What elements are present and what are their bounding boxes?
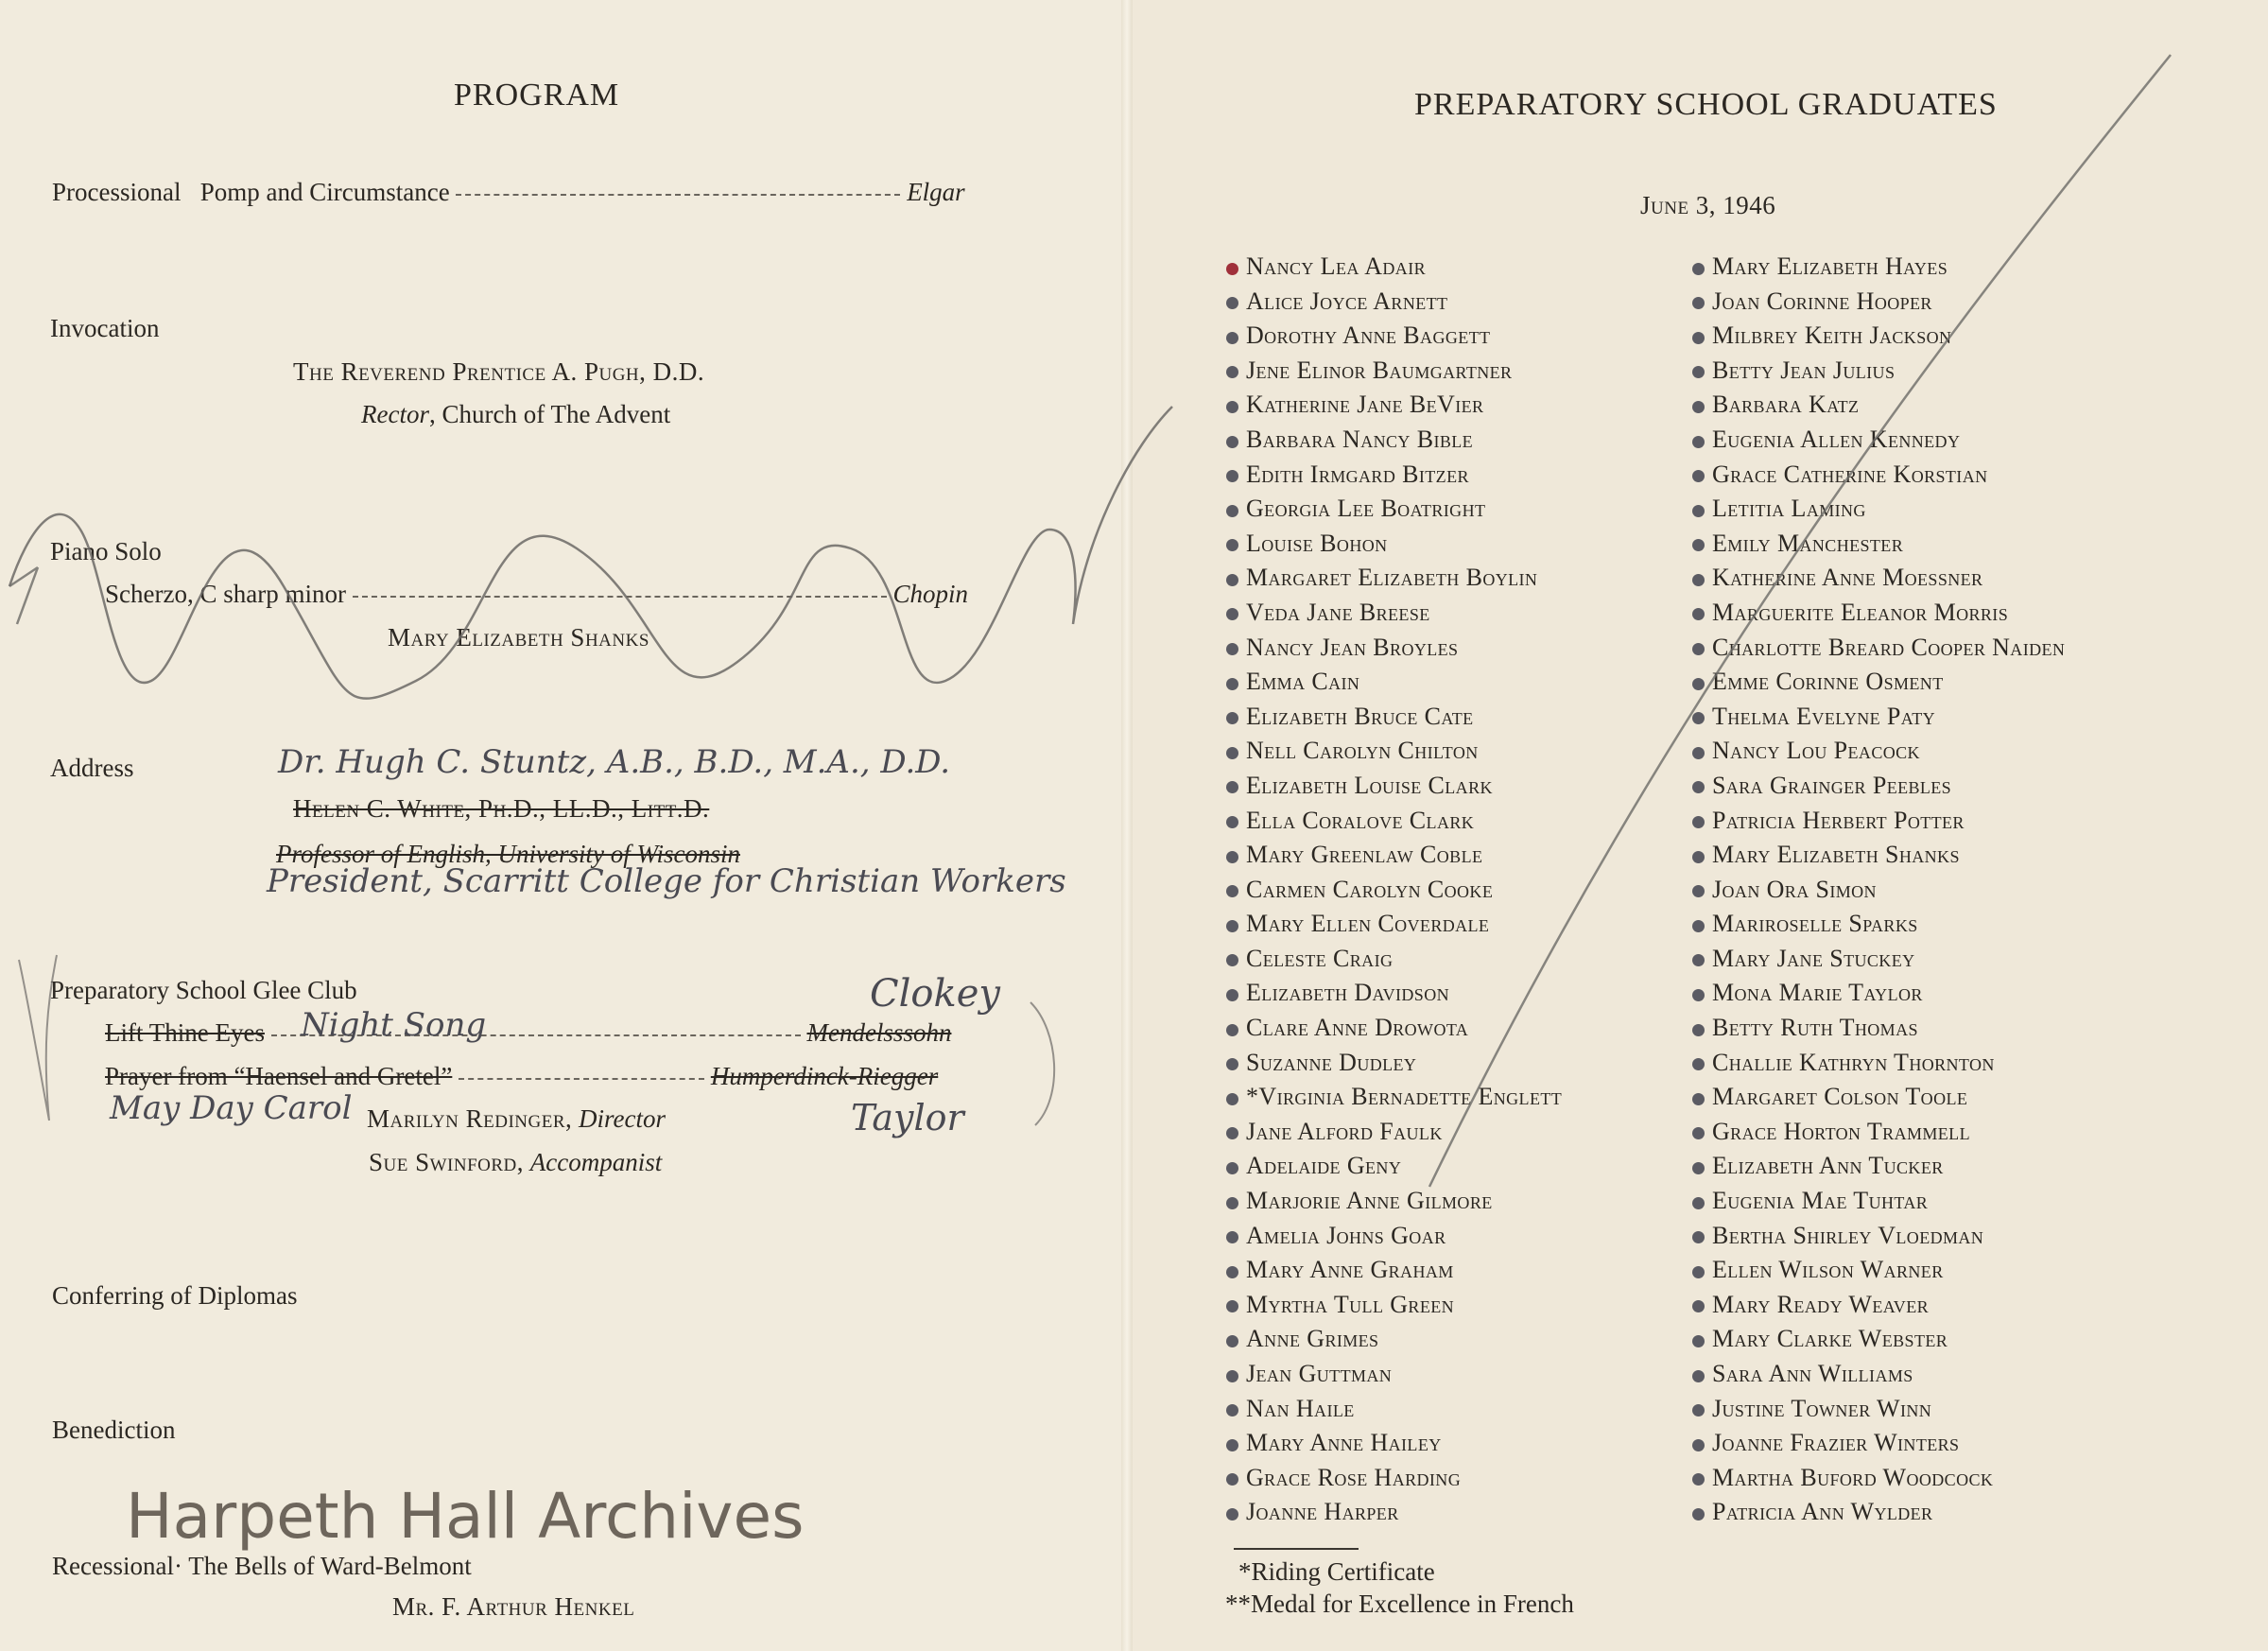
pencil-dot-mark bbox=[1692, 1335, 1705, 1347]
glee-piece1: Lift Thine Eyes bbox=[105, 1018, 265, 1047]
graduate-name-text: Veda Jane Breese bbox=[1246, 598, 1430, 626]
graduate-name bbox=[1692, 1115, 2065, 1150]
graduate-name bbox=[1692, 1461, 2065, 1496]
graduate-name-text: Barbara Katz bbox=[1712, 391, 1860, 419]
dotted-leader bbox=[353, 596, 887, 598]
graduate-name-text: *Virginia Bernadette Englett bbox=[1246, 1083, 1563, 1111]
page-fold bbox=[1121, 0, 1133, 1651]
graduate-name bbox=[1226, 527, 1562, 562]
pencil-dot-mark bbox=[1226, 1231, 1238, 1243]
glee-director: Marilyn Redinger, Director bbox=[367, 1104, 666, 1133]
pencil-dot-mark bbox=[1226, 989, 1238, 1001]
graduate-name bbox=[1692, 631, 2065, 666]
graduate-name-text: Joanne Frazier Winters bbox=[1712, 1429, 1960, 1457]
pencil-dot-mark bbox=[1226, 297, 1238, 309]
pencil-dot-mark bbox=[1692, 851, 1705, 863]
graduate-name-text: Celeste Craig bbox=[1246, 944, 1394, 972]
graduate-name bbox=[1226, 423, 1562, 458]
glee-composer1-handwritten: Clokey bbox=[870, 972, 1000, 1016]
graduate-name-text: Myrtha Tull Green bbox=[1246, 1290, 1455, 1318]
graduate-name-text: Mariroselle Sparks bbox=[1712, 910, 1918, 938]
pencil-dot-mark bbox=[1692, 920, 1705, 932]
graduate-name bbox=[1226, 734, 1562, 769]
pencil-dot-mark bbox=[1692, 574, 1705, 586]
graduate-name bbox=[1692, 527, 2065, 562]
address-handwritten-title: President, Scarritt College for Christian Workers bbox=[267, 862, 1066, 900]
graduate-name bbox=[1226, 1011, 1562, 1046]
address-printed-title: Professor of English, University of Wisconsin bbox=[276, 840, 740, 868]
glee-handwritten-piece: May Day Carol bbox=[110, 1089, 353, 1127]
graduate-name bbox=[1226, 1080, 1562, 1115]
graduate-name-text: Barbara Nancy Bible bbox=[1246, 425, 1474, 453]
graduate-name bbox=[1226, 1357, 1562, 1392]
recessional-label: Recessional· bbox=[52, 1552, 182, 1580]
pencil-dot-mark bbox=[1226, 885, 1238, 897]
pencil-dot-mark bbox=[1692, 1197, 1705, 1209]
graduate-name bbox=[1692, 1046, 2065, 1081]
pencil-dot-mark bbox=[1692, 1266, 1705, 1278]
graduate-name-text: Nancy Lou Peacock bbox=[1712, 737, 1920, 765]
graduate-name-text: Dorothy Anne Baggett bbox=[1246, 322, 1491, 350]
glee-club-label: Preparatory School Glee Club bbox=[50, 976, 357, 1004]
graduates-left-column bbox=[1226, 250, 1562, 1530]
pencil-dot-mark bbox=[1692, 643, 1705, 655]
address-handwritten-name: Dr. Hugh C. Stuntz, A.B., B.D., M.A., D.D. bbox=[278, 743, 951, 781]
pencil-dot-mark bbox=[1692, 539, 1705, 551]
pencil-dot-mark bbox=[1226, 1473, 1238, 1486]
graduate-name-text: Martha Buford Woodcock bbox=[1712, 1463, 1994, 1491]
graduate-name bbox=[1692, 388, 2065, 423]
graduate-name bbox=[1226, 561, 1562, 596]
graduate-name bbox=[1692, 665, 2065, 700]
graduate-name bbox=[1692, 285, 2065, 320]
graduates-right-column bbox=[1692, 250, 2065, 1530]
pencil-dot-mark bbox=[1226, 816, 1238, 828]
graduate-name-text: Jean Guttman bbox=[1246, 1360, 1393, 1387]
graduate-name bbox=[1226, 907, 1562, 942]
graduate-name-text: Katherine Anne Moessner bbox=[1712, 564, 1983, 592]
invocation-role: Rector, Church of The Advent bbox=[361, 400, 671, 428]
graduate-name bbox=[1226, 458, 1562, 493]
graduate-name-text: Georgia Lee Boatright bbox=[1246, 495, 1486, 523]
graduate-name-text: Nell Carolyn Chilton bbox=[1246, 737, 1479, 765]
pencil-dot-mark bbox=[1226, 643, 1238, 655]
graduate-name-text: Emma Cain bbox=[1246, 668, 1360, 696]
graduate-name bbox=[1226, 1184, 1562, 1219]
graduate-name-text: Milbrey Keith Jackson bbox=[1712, 322, 1952, 350]
pencil-dot-mark bbox=[1692, 747, 1705, 759]
graduate-name bbox=[1226, 250, 1562, 285]
graduate-name-text: Emily Manchester bbox=[1712, 529, 1904, 557]
glee-piece1-line bbox=[105, 1018, 951, 1048]
graduate-name-text: Nancy Lea Adair bbox=[1246, 252, 1426, 280]
graduate-name-text: Sara Ann Williams bbox=[1712, 1360, 1913, 1387]
graduate-name bbox=[1226, 1149, 1562, 1184]
graduate-name bbox=[1226, 1495, 1562, 1530]
graduate-name bbox=[1692, 1288, 2065, 1323]
graduate-name-text: Ella Coralove Clark bbox=[1246, 806, 1475, 834]
graduate-name bbox=[1692, 1080, 2065, 1115]
graduation-date: June 3, 1946 bbox=[1640, 191, 1776, 219]
graduate-name-text: Mary Elizabeth Shanks bbox=[1712, 841, 1960, 869]
archive-watermark: Harpeth Hall Archives bbox=[126, 1480, 805, 1553]
graduate-name-text: Jane Alford Faulk bbox=[1246, 1117, 1443, 1145]
graduate-name-text: Patricia Ann Wylder bbox=[1712, 1498, 1933, 1526]
pencil-dot-mark bbox=[1226, 1335, 1238, 1347]
graduate-name bbox=[1692, 907, 2065, 942]
pencil-dot-mark bbox=[1692, 1127, 1705, 1139]
glee-composer2: Humperdinck-Riegger bbox=[710, 1062, 939, 1090]
pencil-dot-mark bbox=[1226, 712, 1238, 724]
pencil-dot-mark bbox=[1226, 1162, 1238, 1174]
pencil-dot-mark bbox=[1692, 505, 1705, 517]
pencil-dot-mark bbox=[1692, 608, 1705, 620]
pencil-dot-mark bbox=[1226, 1370, 1238, 1382]
graduate-name-text: Margaret Colson Toole bbox=[1712, 1083, 1968, 1111]
pencil-dot-mark bbox=[1692, 401, 1705, 413]
pencil-dot-mark bbox=[1226, 505, 1238, 517]
pencil-dot-mark bbox=[1226, 1300, 1238, 1312]
graduate-name bbox=[1226, 804, 1562, 839]
glee-piece1-handwritten: Night Song bbox=[301, 1006, 487, 1044]
graduate-name-text: Charlotte Breard Cooper Naiden bbox=[1712, 633, 2066, 661]
footnote-riding: *Riding Certificate bbox=[1238, 1557, 1435, 1586]
graduate-name bbox=[1226, 942, 1562, 977]
graduate-name bbox=[1692, 700, 2065, 735]
graduate-name bbox=[1692, 838, 2065, 873]
graduate-name bbox=[1226, 354, 1562, 389]
graduate-name bbox=[1692, 769, 2065, 804]
graduate-name-text: Eugenia Mae Tuhtar bbox=[1712, 1187, 1929, 1215]
processional-composer: Elgar bbox=[907, 178, 965, 206]
graduate-name-text: Elizabeth Ann Tucker bbox=[1712, 1152, 1944, 1180]
graduate-name bbox=[1692, 492, 2065, 527]
pencil-dot-mark bbox=[1692, 1024, 1705, 1036]
graduate-name-text: Mona Marie Taylor bbox=[1712, 979, 1923, 1007]
graduate-name-text: Jene Elinor Baumgartner bbox=[1246, 356, 1513, 384]
graduate-name-text: Eugenia Allen Kennedy bbox=[1712, 425, 1961, 453]
graduate-name bbox=[1226, 596, 1562, 631]
graduate-name-text: Amelia Johns Goar bbox=[1246, 1221, 1446, 1249]
graduate-name bbox=[1692, 596, 2065, 631]
glee-composer1: Mendelsssohn bbox=[806, 1018, 952, 1047]
pencil-dot-mark bbox=[1226, 539, 1238, 551]
graduate-name bbox=[1226, 285, 1562, 320]
program-page bbox=[0, 0, 1127, 1651]
graduate-name-text: Betty Ruth Thomas bbox=[1712, 1014, 1918, 1042]
graduate-name-text: Sara Grainger Peebles bbox=[1712, 771, 1952, 799]
pencil-dot-mark bbox=[1226, 436, 1238, 448]
graduate-name-text: Edith Irmgard Bitzer bbox=[1246, 460, 1469, 488]
pencil-dot-mark bbox=[1226, 608, 1238, 620]
pencil-dot-mark bbox=[1692, 1058, 1705, 1070]
pencil-dot-mark bbox=[1226, 401, 1238, 413]
graduate-name-text: Joanne Harper bbox=[1246, 1498, 1399, 1526]
pencil-dot-mark bbox=[1226, 1058, 1238, 1070]
graduate-name bbox=[1226, 769, 1562, 804]
pencil-dot-mark bbox=[1226, 1127, 1238, 1139]
pencil-dot-mark bbox=[1226, 574, 1238, 586]
graduate-name-text: Thelma Evelyne Paty bbox=[1712, 702, 1935, 730]
dotted-leader bbox=[456, 194, 900, 196]
processional-title: Pomp and Circumstance bbox=[199, 178, 450, 206]
graduate-name-text: Patricia Herbert Potter bbox=[1712, 806, 1965, 834]
program-heading: PROGRAM bbox=[454, 78, 620, 113]
pencil-dot-mark bbox=[1692, 1231, 1705, 1243]
pencil-dot-mark bbox=[1226, 954, 1238, 966]
pencil-dot-mark bbox=[1692, 781, 1705, 793]
graduate-name-text: Challie Kathryn Thornton bbox=[1712, 1048, 1995, 1076]
pencil-dot-mark bbox=[1226, 1024, 1238, 1036]
glee-piece2-line bbox=[105, 1062, 938, 1091]
graduate-name-text: Letitia Laming bbox=[1712, 495, 1866, 523]
graduate-name bbox=[1226, 1253, 1562, 1288]
pencil-dot-mark bbox=[1692, 1439, 1705, 1451]
graduate-name-text: Elizabeth Bruce Cate bbox=[1246, 702, 1474, 730]
pencil-dot-mark bbox=[1692, 366, 1705, 378]
invocation-label: Invocation bbox=[50, 314, 160, 342]
graduate-name-text: Elizabeth Davidson bbox=[1246, 979, 1450, 1007]
graduate-name bbox=[1226, 1392, 1562, 1427]
pencil-dot-mark bbox=[1226, 332, 1238, 344]
pencil-dot-mark bbox=[1226, 263, 1238, 275]
graduate-name bbox=[1226, 319, 1562, 354]
pencil-dot-mark bbox=[1692, 1473, 1705, 1486]
pencil-dot-mark bbox=[1692, 332, 1705, 344]
graduate-name-text: Mary Ready Weaver bbox=[1712, 1290, 1930, 1318]
graduate-name bbox=[1226, 838, 1562, 873]
graduate-name bbox=[1692, 1322, 2065, 1357]
graduate-name-text: Grace Horton Trammell bbox=[1712, 1117, 1970, 1145]
pencil-dot-mark bbox=[1226, 920, 1238, 932]
pencil-dot-mark bbox=[1692, 470, 1705, 482]
graduate-name-text: Betty Jean Julius bbox=[1712, 356, 1896, 384]
graduate-name-text: Margaret Elizabeth Boylin bbox=[1246, 564, 1538, 592]
piano-solo-label: Piano Solo bbox=[50, 537, 162, 565]
pencil-dot-mark bbox=[1692, 678, 1705, 690]
pencil-dot-mark bbox=[1692, 436, 1705, 448]
graduate-name-text: Suzanne Dudley bbox=[1246, 1048, 1417, 1076]
graduate-name bbox=[1226, 388, 1562, 423]
pencil-dot-mark bbox=[1692, 1370, 1705, 1382]
graduate-name bbox=[1226, 1115, 1562, 1150]
graduate-name-text: Adelaide Geny bbox=[1246, 1152, 1402, 1180]
processional-label: Processional bbox=[52, 178, 182, 206]
graduate-name bbox=[1226, 976, 1562, 1011]
graduate-name bbox=[1692, 1219, 2065, 1254]
graduate-name bbox=[1692, 561, 2065, 596]
pencil-dot-mark bbox=[1226, 851, 1238, 863]
graduate-name-text: Anne Grimes bbox=[1246, 1325, 1379, 1353]
pencil-dot-mark bbox=[1226, 1439, 1238, 1451]
graduate-name-text: Mary Anne Hailey bbox=[1246, 1429, 1442, 1457]
graduate-name-text: Elizabeth Louise Clark bbox=[1246, 771, 1493, 799]
pencil-dot-mark bbox=[1226, 781, 1238, 793]
graduate-name-text: Joan Corinne Hooper bbox=[1712, 287, 1932, 315]
graduate-name bbox=[1226, 665, 1562, 700]
pencil-dot-mark bbox=[1226, 1093, 1238, 1105]
graduate-name-text: Mary Jane Stuckey bbox=[1712, 944, 1915, 972]
glee-handwritten-composer: Taylor bbox=[851, 1097, 964, 1138]
graduate-name bbox=[1692, 942, 2065, 977]
graduate-name-text: Grace Rose Harding bbox=[1246, 1463, 1462, 1491]
graduate-name-text: Mary Ellen Coverdale bbox=[1246, 910, 1490, 938]
pencil-dot-mark bbox=[1692, 263, 1705, 275]
graduate-name-text: Mary Anne Graham bbox=[1246, 1256, 1454, 1284]
invocation-name: The Reverend Prentice A. Pugh, D.D. bbox=[293, 357, 705, 386]
graduate-name bbox=[1226, 1322, 1562, 1357]
graduate-name bbox=[1692, 734, 2065, 769]
graduate-name bbox=[1226, 631, 1562, 666]
pencil-dot-mark bbox=[1226, 1404, 1238, 1416]
footnote-french: **Medal for Excellence in French bbox=[1225, 1590, 1574, 1618]
pencil-dot-mark bbox=[1226, 366, 1238, 378]
pencil-dot-mark bbox=[1692, 989, 1705, 1001]
graduate-name bbox=[1692, 1253, 2065, 1288]
graduate-name bbox=[1692, 423, 2065, 458]
pencil-dot-mark bbox=[1226, 678, 1238, 690]
benediction-label: Benediction bbox=[52, 1416, 176, 1444]
pencil-dot-mark bbox=[1692, 1162, 1705, 1174]
pencil-dot-mark bbox=[1692, 712, 1705, 724]
pencil-dot-mark bbox=[1226, 1508, 1238, 1521]
graduate-name-text: Mary Clarke Webster bbox=[1712, 1325, 1948, 1353]
graduate-name bbox=[1692, 1357, 2065, 1392]
pencil-dot-mark bbox=[1226, 1197, 1238, 1209]
graduate-name bbox=[1226, 1046, 1562, 1081]
graduate-name bbox=[1692, 458, 2065, 493]
graduate-name-text: Carmen Carolyn Cooke bbox=[1246, 875, 1494, 903]
graduate-name-text: Mary Elizabeth Hayes bbox=[1712, 252, 1948, 280]
graduate-name bbox=[1226, 1461, 1562, 1496]
pencil-dot-mark bbox=[1692, 1508, 1705, 1521]
graduate-name-text: Mary Greenlaw Coble bbox=[1246, 841, 1483, 869]
graduate-name bbox=[1692, 1011, 2065, 1046]
graduate-name-text: Nan Haile bbox=[1246, 1394, 1355, 1422]
piano-solo-composer: Chopin bbox=[892, 580, 968, 608]
graduate-name bbox=[1226, 1288, 1562, 1323]
pencil-dot-mark bbox=[1692, 816, 1705, 828]
diplomas-label: Conferring of Diplomas bbox=[52, 1281, 298, 1310]
graduate-name-text: Alice Joyce Arnett bbox=[1246, 287, 1448, 315]
graduate-name bbox=[1692, 1426, 2065, 1461]
graduate-name-text: Marguerite Eleanor Morris bbox=[1712, 598, 2009, 626]
graduate-name-text: Louise Bohon bbox=[1246, 529, 1388, 557]
graduate-name-text: Marjorie Anne Gilmore bbox=[1246, 1187, 1493, 1215]
graduate-name bbox=[1692, 319, 2065, 354]
graduate-name-text: Katherine Jane BeVier bbox=[1246, 391, 1484, 419]
graduate-name bbox=[1226, 873, 1562, 908]
recessional-title: The Bells of Ward-Belmont bbox=[188, 1552, 472, 1580]
graduate-name bbox=[1226, 1426, 1562, 1461]
graduate-name bbox=[1226, 700, 1562, 735]
graduate-name-text: Nancy Jean Broyles bbox=[1246, 633, 1459, 661]
pencil-dot-mark bbox=[1226, 1266, 1238, 1278]
piano-solo-line bbox=[105, 580, 968, 609]
graduate-name bbox=[1692, 804, 2065, 839]
piano-solo-piece: Scherzo, C sharp minor bbox=[105, 580, 346, 608]
pencil-dot-mark bbox=[1692, 1404, 1705, 1416]
glee-piece2: Prayer from “Haensel and Gretel” bbox=[105, 1062, 453, 1090]
graduate-name bbox=[1226, 1219, 1562, 1254]
graduate-name bbox=[1692, 1184, 2065, 1219]
graduate-name bbox=[1692, 1392, 2065, 1427]
graduates-heading: PREPARATORY SCHOOL GRADUATES bbox=[1414, 87, 1998, 122]
graduate-name-text: Justine Towner Winn bbox=[1712, 1394, 1932, 1422]
graduate-name bbox=[1692, 1149, 2065, 1184]
graduate-name bbox=[1692, 1495, 2065, 1530]
graduate-name bbox=[1692, 250, 2065, 285]
graduate-name-text: Ellen Wilson Warner bbox=[1712, 1256, 1944, 1284]
graduate-name-text: Clare Anne Drowota bbox=[1246, 1014, 1469, 1042]
glee-accompanist: Sue Swinford, Accompanist bbox=[369, 1148, 663, 1176]
address-label: Address bbox=[50, 754, 134, 782]
graduate-name bbox=[1692, 873, 2065, 908]
pencil-dot-mark bbox=[1692, 1300, 1705, 1312]
graduate-name bbox=[1692, 976, 2065, 1011]
pencil-dot-mark bbox=[1226, 747, 1238, 759]
recessional-line bbox=[52, 1552, 472, 1581]
pencil-dot-mark bbox=[1226, 470, 1238, 482]
graduate-name bbox=[1226, 492, 1562, 527]
graduate-name-text: Joan Ora Simon bbox=[1712, 875, 1877, 903]
piano-solo-performer: Mary Elizabeth Shanks bbox=[388, 623, 649, 652]
recessional-performer: Mr. F. Arthur Henkel bbox=[392, 1592, 635, 1621]
graduate-name bbox=[1692, 354, 2065, 389]
pencil-dot-mark bbox=[1692, 297, 1705, 309]
dotted-leader bbox=[459, 1078, 704, 1080]
processional-line bbox=[52, 178, 965, 207]
graduate-name-text: Emme Corinne Osment bbox=[1712, 668, 1944, 696]
footnote-rule bbox=[1234, 1548, 1359, 1550]
pencil-dot-mark bbox=[1692, 1093, 1705, 1105]
graduate-name-text: Bertha Shirley Vloedman bbox=[1712, 1221, 1984, 1249]
address-printed-name: Helen C. White, Ph.D., LL.D., Litt.D. bbox=[293, 794, 710, 823]
pencil-dot-mark bbox=[1692, 885, 1705, 897]
graduate-name-text: Grace Catherine Korstian bbox=[1712, 460, 1988, 488]
pencil-dot-mark bbox=[1692, 954, 1705, 966]
